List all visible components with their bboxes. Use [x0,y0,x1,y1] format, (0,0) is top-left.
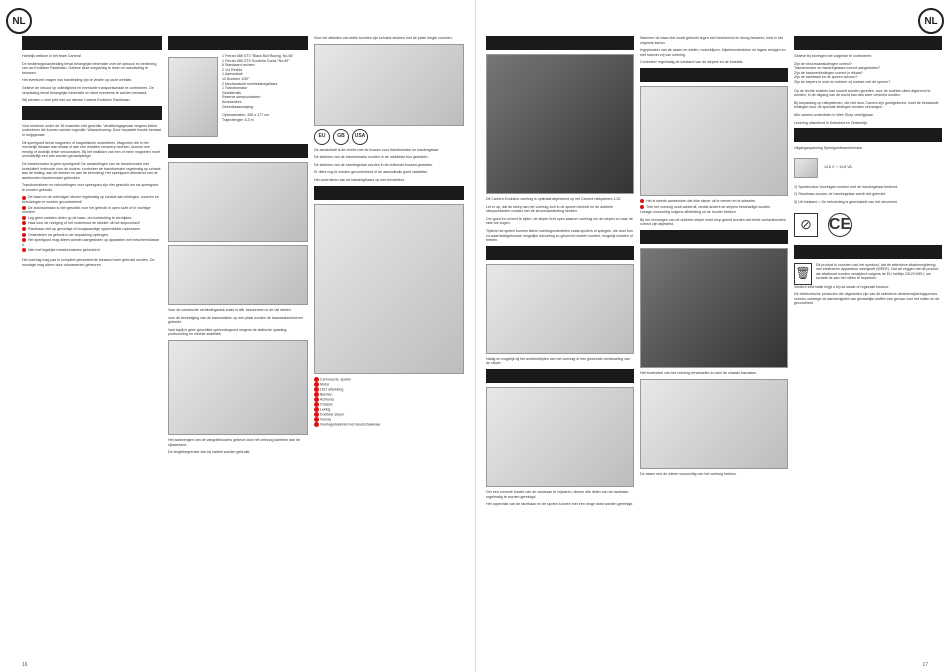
reverse-text: Nadig en mogelijk bij het achteruitrijden van het voertuig of een gewenste verwisseling van de sleper. [486,356,631,366]
section-header-bar [22,36,162,50]
usa-plug-icon: USA [352,129,368,145]
legend-item: Vooras [314,417,464,422]
language-badge-left: NL [6,8,32,34]
section-header-bar [794,245,942,259]
list-item: Reserve sleepcontacten [222,95,261,100]
screws-text: voor de bevestiging van de baanstukken op een plaat worden de baanstukschroeven gebruikt. [168,315,304,325]
delivery-text: Levering uitsluitend in Duitsland en Oostenrijk. [794,120,868,125]
section-header-bar [22,106,162,120]
legend-item: LED afdekking [314,387,464,392]
check-text: Er dient nog te worden gecontroleerd of de aansluitrails goed vastzitten. [314,170,429,175]
column-6 [794,36,942,309]
layout-size: Opbouwmaten: 265 x 177 cm [222,113,269,118]
section-header-bar [794,36,942,50]
list-item: 1 Ferrari 488 GT3 "Black Bull Racing, No.46" [222,54,294,58]
column-3 [314,36,464,427]
legend-item: Banden [314,392,464,397]
right-page [475,0,950,672]
checks-list [794,62,942,85]
list-item: 1 Transformator [222,86,248,91]
language-badge-right: NL [918,8,944,34]
section-header-bar [486,369,634,383]
cleaning-text: Om een correcte functie van de racebaan te vrijwaren, dienen alle delen van de racebaan regelmatig te worden gereinigd. [486,489,629,499]
guide-list [640,199,788,209]
list-item: 2 Mechanische snelheidsregelaars [222,81,278,86]
function-text: Het controleren van de handregelaars op een functietest. [314,177,405,182]
legend-item: Carrosserie, spoiler [314,377,464,382]
legend-item: Chassis [314,402,464,407]
page-number-left: 16 [22,662,28,668]
carpet-text: Vast tapijt is geen geschikte spelondergrond wegens de statische oplading, pluisvorming en slechte stabiliteit. [168,327,288,337]
gb-plug-icon: GB [333,129,349,145]
note-1: 1) Speelmodus Voortuigen worden met de handregelaar bediend. [794,184,899,189]
section-header-bar [486,246,634,260]
transformer-icon [794,158,818,178]
contents-text: Gelieve de inhoud op volledigheid en eventuele transportschade te controleren. De verpakking bevat belangrijke informatie en dient eveneens te worden bewaard. [22,85,154,95]
transformer-spec [794,155,942,181]
cleaning-illustration [486,387,634,487]
inspection-text: Controleer regelmatig de toestand van de slepers en de borstels. [640,60,744,65]
weee-text: Dit product is voorzien van het symbool, dat de selectieve afvalverwijdering van elektrische apparatuur weergeeft (WEEE). Dat wil zeggen dat dit product als afvalmoet worden verwijderd volgens de EU richtlijn 2012/19/EU, om schade de aan het milieu te beperken. [816,262,939,281]
connection-illustration [314,44,464,126]
list-item: Het speelgoed mag alleen worden aangesloten op apparaten met beschermklasse II. [22,238,162,247]
section-header-bar [640,68,788,82]
section-header-bar [794,128,942,142]
list-item: 1 Aansluitrail [222,72,243,77]
list-item: Gebruiksaanwijzing [222,104,254,109]
terminal-text: De aansluitrail is de rechte met de bussen voor transformator en handregelaar. [314,147,440,152]
track-length: Trajectlengte: 6,3 m [222,117,254,122]
list-item: Niet met tegelijke transformatoren gebruiken! [22,248,162,253]
legend-item: Voorlagerkalkstel met kleurschakelaar [314,422,464,427]
list-item: Zijn de baanverbindingen correct in elkaar? [794,70,863,75]
cloth-text: Het oppervlak van de racebaan en de sporen kunnen met een droge doek worden gereinigd. [486,502,634,507]
braid-text: Om goed en correct te rijden, de sleper licht open waarom voertuig om de slepen zo naar de rails toe bugen. [486,216,633,226]
webshop-text: Alle carrera-onderdelen in Web Shop verkrijgbaar. [794,112,874,117]
axle-illustration [640,379,788,469]
transformer-note: Transformatoren en netvoedingen voor speelgoed zijn niet geschikt om als speelgoed te worden gebruikt. [22,183,159,192]
track-pieces-illustration [168,245,308,305]
section-header-bar [168,36,308,50]
list-item: 2 1/4 Rechte [222,67,243,72]
parts-break-text: Tijdens het spelen kunnen kleine voertuigonderdelen zoals spoilers of spiegels, die door hun zo waarheidsgetrouwe mogelijke uitvoering zo gevormd moeten worden, mogelijk loslaten of breken. [486,228,633,243]
legend-item: Lekkig [314,407,464,412]
remove-text: Lekage voorzichtig volgens afbeelding uit de houder trekken. [640,210,737,215]
transformer-warning: De transformator is geen speelgoed! De aansluitingen van de transformator niet kortsluiten! Instructie voor de ouders: controleer de transformator regelmatig op schade aan de leiding, aan de stekker en aan de behuizing! Het speelgoed uitsluitend met de aanbevolen transformator gebruiken. [22,161,161,180]
section-header-bar [314,186,464,200]
axle-text: De assen met de wielen voorzichtig van het voertuig trekken. [640,471,737,476]
list-item: De autoracebaan is niet geschikt voor het gebruik in open lucht of in vochtige ruimten! [22,206,162,215]
chassis-illustration [640,248,788,368]
driving-text: Op de rechte stukken kan vooruit worden gereden, voor de bochten dient afgeremd te worden, in de uitgang van de bocht kan dan weer versneld worden. [794,88,931,98]
legend-item: Achteras [314,397,464,402]
note-2: 2) Racebaan-modus: de handregelaar wordt niet gebruikt. [794,192,887,197]
list-item: 1 Ferrari 488 GT3 Scuderia Corsa "No.69" [222,58,290,63]
list-item: 6 Standaard rechten [222,63,255,68]
column-4 [486,36,634,510]
eu-plug-icon: EU [314,129,330,145]
storage-text: Wanneer de baan niet wordt gebruikt tegen stof beschermd en droog bewaren, best in het originele karton. [640,36,783,45]
voltage-title: Uitgangsspanning Speelgoedtransformator [794,146,863,151]
column-5 [640,36,788,479]
list-item: 10 Bochten 1/30° [222,76,250,81]
outer-socket-text: De stekkers van de handregelaar worden in de buitenste bussen gestoken. [314,162,434,167]
welcome-text: Hartelijk welkom in het team Carrera! [22,54,82,58]
list-item: Zijn de racebaan en de sporen schoon? [794,75,858,80]
track-connect-illustration [168,162,308,242]
list-item: Zijn de stroomaansluitingen correct? [794,61,852,66]
website-text: Het eventueel vragen van handleiding zijn te vinden op onze website. [22,78,133,83]
brush-text: Bij het vervangen van de dubbele sleper moet erop geleid worden dat beide contactborstels correct zijn afgesteld. [640,217,786,227]
assembly-note: Het voertuig mag pas in compleet gemonteerde toestand weer gebruikt worden. De montage mag alleen door volwassenen gebeuren. [22,258,155,267]
voltage-spec: 14,8 V ⎓ 14,8 VA [824,165,852,170]
age-warning: Voor kinderen onder de 36 maanden niet geschikt. Verstikkingsgevaar wegens kleine onderdelen die kunnen worden ingeslikt. Waarschuwing: Door bepaalde functie bestaat er knijpgevaar. [22,123,161,137]
note-3: 3) Uit toestand = De netvoeding is geschakeld van het stroomnet. [794,199,899,204]
limiter-text: De lengtebegrenzer kan bij nadeel worden gebruikt. [168,450,251,455]
connector-text: Voor de constructie verbindingsstuk zoals in afb. beschreven in de rail steken. [168,308,292,312]
vehicle-text: Dit Carrera Evolution voertuig is optimaal afgestemd op het Carrera railsysteem 1:32. [486,197,622,201]
support-illustration [168,340,308,435]
body-text: Het bovendeel van het voertuig verwisselen zo snel de chassis losmaken. [640,370,758,375]
rail-systems-text: Bij toepassing op railsystemen, die niet door Carrera zijn goedgekeurd, moet de bestaande leidingen door de speciale leidingen worden vervangen. [794,100,939,110]
middle-socket-text: De stekkers van de transformator worden in de middelste bus gestoken. [314,155,429,160]
no-child-icon: ⊘ [794,213,818,237]
symbols-row [794,213,942,237]
list-item: Transformator en handregelaars correct aangesloten? [794,66,880,71]
column-2 [168,36,308,458]
list-item: Zijn de slepers in orde en hebben zij contact met de sporen? [794,79,891,84]
list-item: Accessoires [222,99,242,104]
list-item: Haal voor de reiniging of het onderhoud de stekker uit het stopcontact! [22,221,162,226]
section-header-bar [168,144,308,158]
section-header-bar [640,230,788,244]
list-item: Geleiderails [222,90,241,95]
section-header-bar [486,36,634,50]
legend-item: Dubbele sleper [314,412,464,417]
curves-text: Voor het afsluiten van steile bochten zijn schuine stukken met de juiste lengte voorzien. [314,36,453,40]
parts-legend [314,377,464,427]
contents-illustration [168,57,218,137]
info-text: Verdere informatie krijgt u bij uw lokale of regionale bestuur. [794,284,890,289]
weee-block [794,263,942,285]
guardrail-text: Het aanbrengen van de vangrailhouders gebeurt door het omhoog kantelen aan de rijbaanrand. [168,437,301,447]
list-item: Onderdelen na gebruik in de verpakking opbergen. [22,233,162,238]
plug-logos [314,129,464,145]
page-number-right: 17 [922,662,928,668]
exploded-car-illustration [314,204,464,374]
reverse-illustration [486,264,634,354]
manual-text: De bedieningshandleiding bevat belangrijke informatie over de opbouw en bediening van uw Evolution Racebaan. Gelieve deze zorgvuldig te lezen en aandachtig te bewaren. [22,61,157,75]
list-item: Trek het voertuig nooit achteruit, omdat anders de slepers beschadigd worden. [640,205,788,210]
list-item: Leg geen metalen delen op de baan, om kortsluiting te vermijden. [22,216,162,221]
ce-icon: CE [828,213,852,237]
magnet-warning: Dit speelgoed bevat magneten of magnetische onderdelen. Magneten die in het menselijk lichaam aan elkaar of aan een metalen voorwerp hechten, kunnen een ernstig of dodelijk letsel veroorzaken. Bij het inslikken van een of meer magneten moet onmiddellijk een arts worden geraadpleegd. [22,140,160,159]
list-item: De baan en de voertuigen dienen regelmatig op schade aan leidingen, snoeren en behuizingen te worden gecontroleerd! [22,195,162,204]
legend-item: Motor [314,382,464,387]
guide-text: Let er op, dat de sleep van het voertuig zich in de sporen bevindt en de dubbele sleepcontacten contact met de stroomaansluiting hebben. [486,204,613,214]
maintenance-text: Ingeplanteer van de assen en wielen, motorblijven, bijwerkonderdelen en lagers reinigen en met harsvet vrij van smering. [640,48,786,57]
list-item: Het is steeds aanbevolen dat elke sleper uit te nemen en te wisselen. [640,199,788,204]
car-on-track-illustration [486,54,634,194]
safety-list [22,195,162,253]
troubleshoot-intro: Gelieve bij storingen het volgende te controleren: [794,54,873,58]
hazard-text: De elektronische producten die uitgesloten zijn van dit selectieve afvalverwijderingsproces vormen vanwege de aanwezigheid van gevaarlijke stoffen een gevaar voor het milieu en de gezondheid. [794,292,940,306]
list-item: Racebaan niet op gevoelige of hoogwaardige oppervlakken opbouwen. [22,227,162,232]
guide-replace-illustration [640,86,788,196]
enjoy-text: Wij wensen u veel pret met uw nieuwe Carrera Evolution Racebaan. [22,98,131,103]
column-1 [22,36,162,270]
bin-icon: 🗑 [794,263,812,285]
